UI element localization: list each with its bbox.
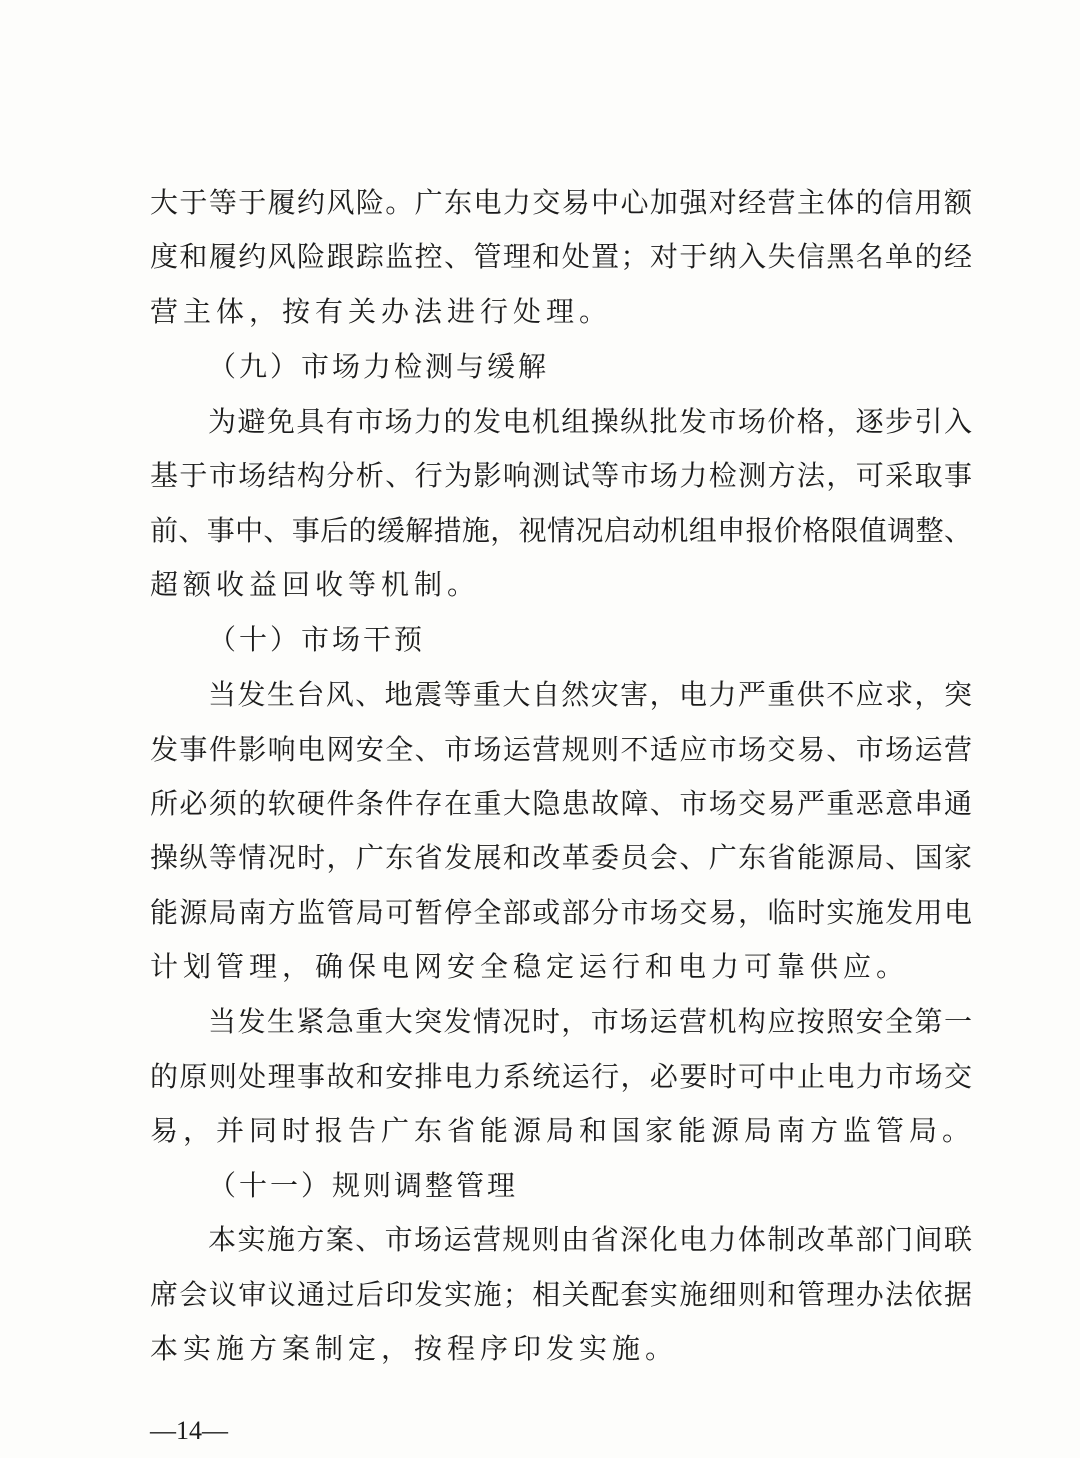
paragraph-line: 易，并同时报告广东省能源局和国家能源局南方监管局。: [150, 1114, 976, 1147]
section-heading: （十）市场干预: [208, 623, 426, 656]
paragraph-line: 当发生紧急重大突发情况时，市场运营机构应按照安全第一: [208, 1005, 972, 1038]
paragraph-line: 超额收益回收等机制。: [150, 568, 481, 601]
paragraph-line: 操纵等情况时，广东省发展和改革委员会、广东省能源局、国家: [150, 841, 972, 874]
paragraph-line: 的原则处理事故和安排电力系统运行，必要时可中止电力市场交: [150, 1060, 972, 1093]
paragraph-line: 当发生台风、地震等重大自然灾害，电力严重供不应求，突: [208, 678, 972, 711]
page-number: —14—: [150, 1416, 228, 1445]
paragraph-line: 为避免具有市场力的发电机组操纵批发市场价格，逐步引入: [208, 405, 972, 438]
section-heading: （九）市场力检测与缓解: [208, 350, 550, 383]
paragraph-line: 大于等于履约风险。广东电力交易中心加强对经营主体的信用额: [150, 186, 972, 219]
paragraph-line: 营主体，按有关办法进行处理。: [150, 295, 613, 328]
paragraph-line: 发事件影响电网安全、市场运营规则不适应市场交易、市场运营: [150, 733, 972, 766]
paragraph-line: 能源局南方监管局可暂停全部或部分市场交易，临时实施发用电: [150, 896, 972, 929]
section-heading: （十一）规则调整管理: [208, 1169, 519, 1202]
paragraph-line: 席会议审议通过后印发实施；相关配套实施细则和管理办法依据: [150, 1278, 972, 1311]
paragraph-line: 前、事中、事后的缓解措施，视情况启动机组申报价格限值调整、: [150, 514, 972, 547]
paragraph-line: 度和履约风险跟踪监控、管理和处置；对于纳入失信黑名单的经: [150, 240, 972, 273]
paragraph-line: 本实施方案制定，按程序印发实施。: [150, 1332, 679, 1365]
paragraph-line: 基于市场结构分析、行为影响测试等市场力检测方法，可采取事: [150, 459, 972, 492]
paragraph-line: 计划管理，确保电网安全稳定运行和电力可靠供应。: [150, 950, 910, 983]
paragraph-line: 所必须的软硬件条件存在重大隐患故障、市场交易严重恶意串通: [150, 787, 972, 820]
paragraph-line: 本实施方案、市场运营规则由省深化电力体制改革部门间联: [208, 1223, 972, 1256]
